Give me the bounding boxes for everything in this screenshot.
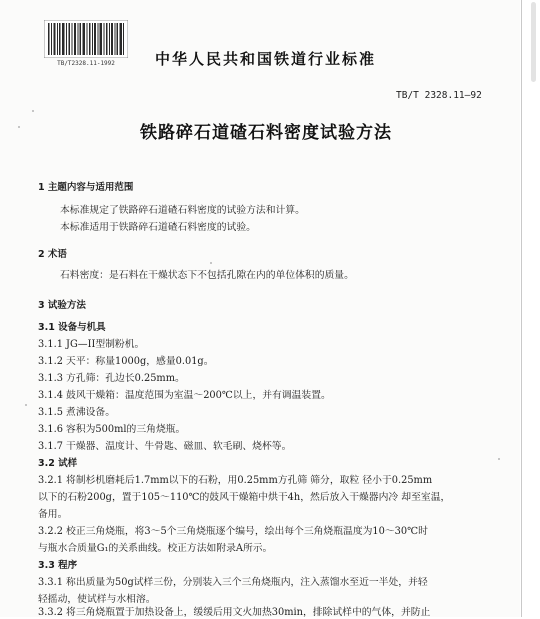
scrollbar-thumb[interactable] [531, 2, 536, 82]
clause-3-3-1-line-2: 轻摇动，使试样与水相溶。 [38, 594, 156, 605]
scan-speck [210, 262, 212, 264]
document-title: 铁路碎石道碴石料密度试验方法 [140, 123, 392, 143]
clause-3-1-5: 3.1.5 煮沸设备。 [38, 407, 116, 418]
section-2-paragraph-1: 石料密度：是石料在干燥状态下不包括孔隙在内的单位体积的质量。 [60, 270, 354, 281]
clause-3-2: 3.2 试样 [38, 458, 78, 469]
standard-organization: 中华人民共和国铁道行业标准 [155, 50, 377, 68]
clause-3-1-6: 3.1.6 容积为500ml的三角烧瓶。 [38, 424, 186, 435]
clause-3-1-1: 3.1.1 JG—II型制粉机。 [38, 339, 145, 350]
vertical-scrollbar[interactable] [527, 0, 540, 617]
clause-3-2-2-line-1: 3.2.2 校正三角烧瓶，将3～5个三角烧瓶逐个编号，绘出每个三角烧瓶温度为10～30℃时 [38, 526, 428, 537]
clause-3-3-1-line-1: 3.3.1 称出质量为50g试样三份，分别装入三个三角烧瓶内，注入蒸馏水至近一半处，并轻 [38, 577, 428, 588]
barcode-stamp [44, 20, 128, 72]
section-1-paragraph-2: 本标准适用于铁路碎石道碴石料密度的试验。 [60, 222, 256, 233]
section-1-paragraph-1: 本标准规定了铁路碎石道碴石料密度的试验方法和计算。 [60, 205, 305, 216]
clause-3-3-2-line-1: 3.3.2 将三角烧瓶置于加热设备上，缓缓后用文火加热30min，排除试样中的气体，并防止 [38, 607, 431, 618]
clause-3-2-1-line-2: 以下的石粉200g，置于105～110℃的鼓风干燥箱中烘干4h，然后放入干燥器内冷 却至室温， [38, 492, 451, 503]
clause-3-1-4: 3.1.4 鼓风干燥箱：温度范围为室温～200℃以上，并有调温装置。 [38, 390, 331, 401]
section-1-heading: 1 主题内容与适用范围 [38, 182, 134, 193]
clause-3-1-3: 3.1.3 方孔筛：孔边长0.25mm。 [38, 373, 185, 384]
clause-3-1-2: 3.1.2 天平：称量1000g，感量0.01g。 [38, 356, 214, 367]
clause-3-2-1-line-3: 备用。 [38, 509, 68, 520]
scan-speck [18, 126, 20, 128]
scan-speck [25, 404, 27, 406]
barcode-icon [44, 20, 128, 58]
section-2-heading: 2 术语 [38, 249, 67, 260]
standard-number: TB/T 2328.11—92 [396, 90, 482, 101]
scan-speck [32, 110, 34, 112]
section-3-heading: 3 试验方法 [38, 300, 86, 311]
clause-3-2-1-line-1: 3.2.1 将制杉机磨耗后1.7mm以下的石粉，用0.25mm方孔筛 筛分，取粒 径小于0.25mm [38, 475, 433, 486]
barcode-label: TB/T2328.11-1992 [57, 60, 115, 67]
page-edge-divider [521, 0, 522, 617]
clause-3-3: 3.3 程序 [38, 560, 78, 571]
clause-3-1: 3.1 设备与机具 [38, 322, 106, 333]
scan-speck [498, 458, 500, 460]
clause-3-2-2-line-2: 与瓶水合质量G₁的关系曲线。校正方法如附录A所示。 [38, 543, 273, 554]
clause-3-1-7: 3.1.7 干燥器、温度计、牛骨匙、磁皿、软毛刷、烧杯等。 [38, 441, 292, 452]
